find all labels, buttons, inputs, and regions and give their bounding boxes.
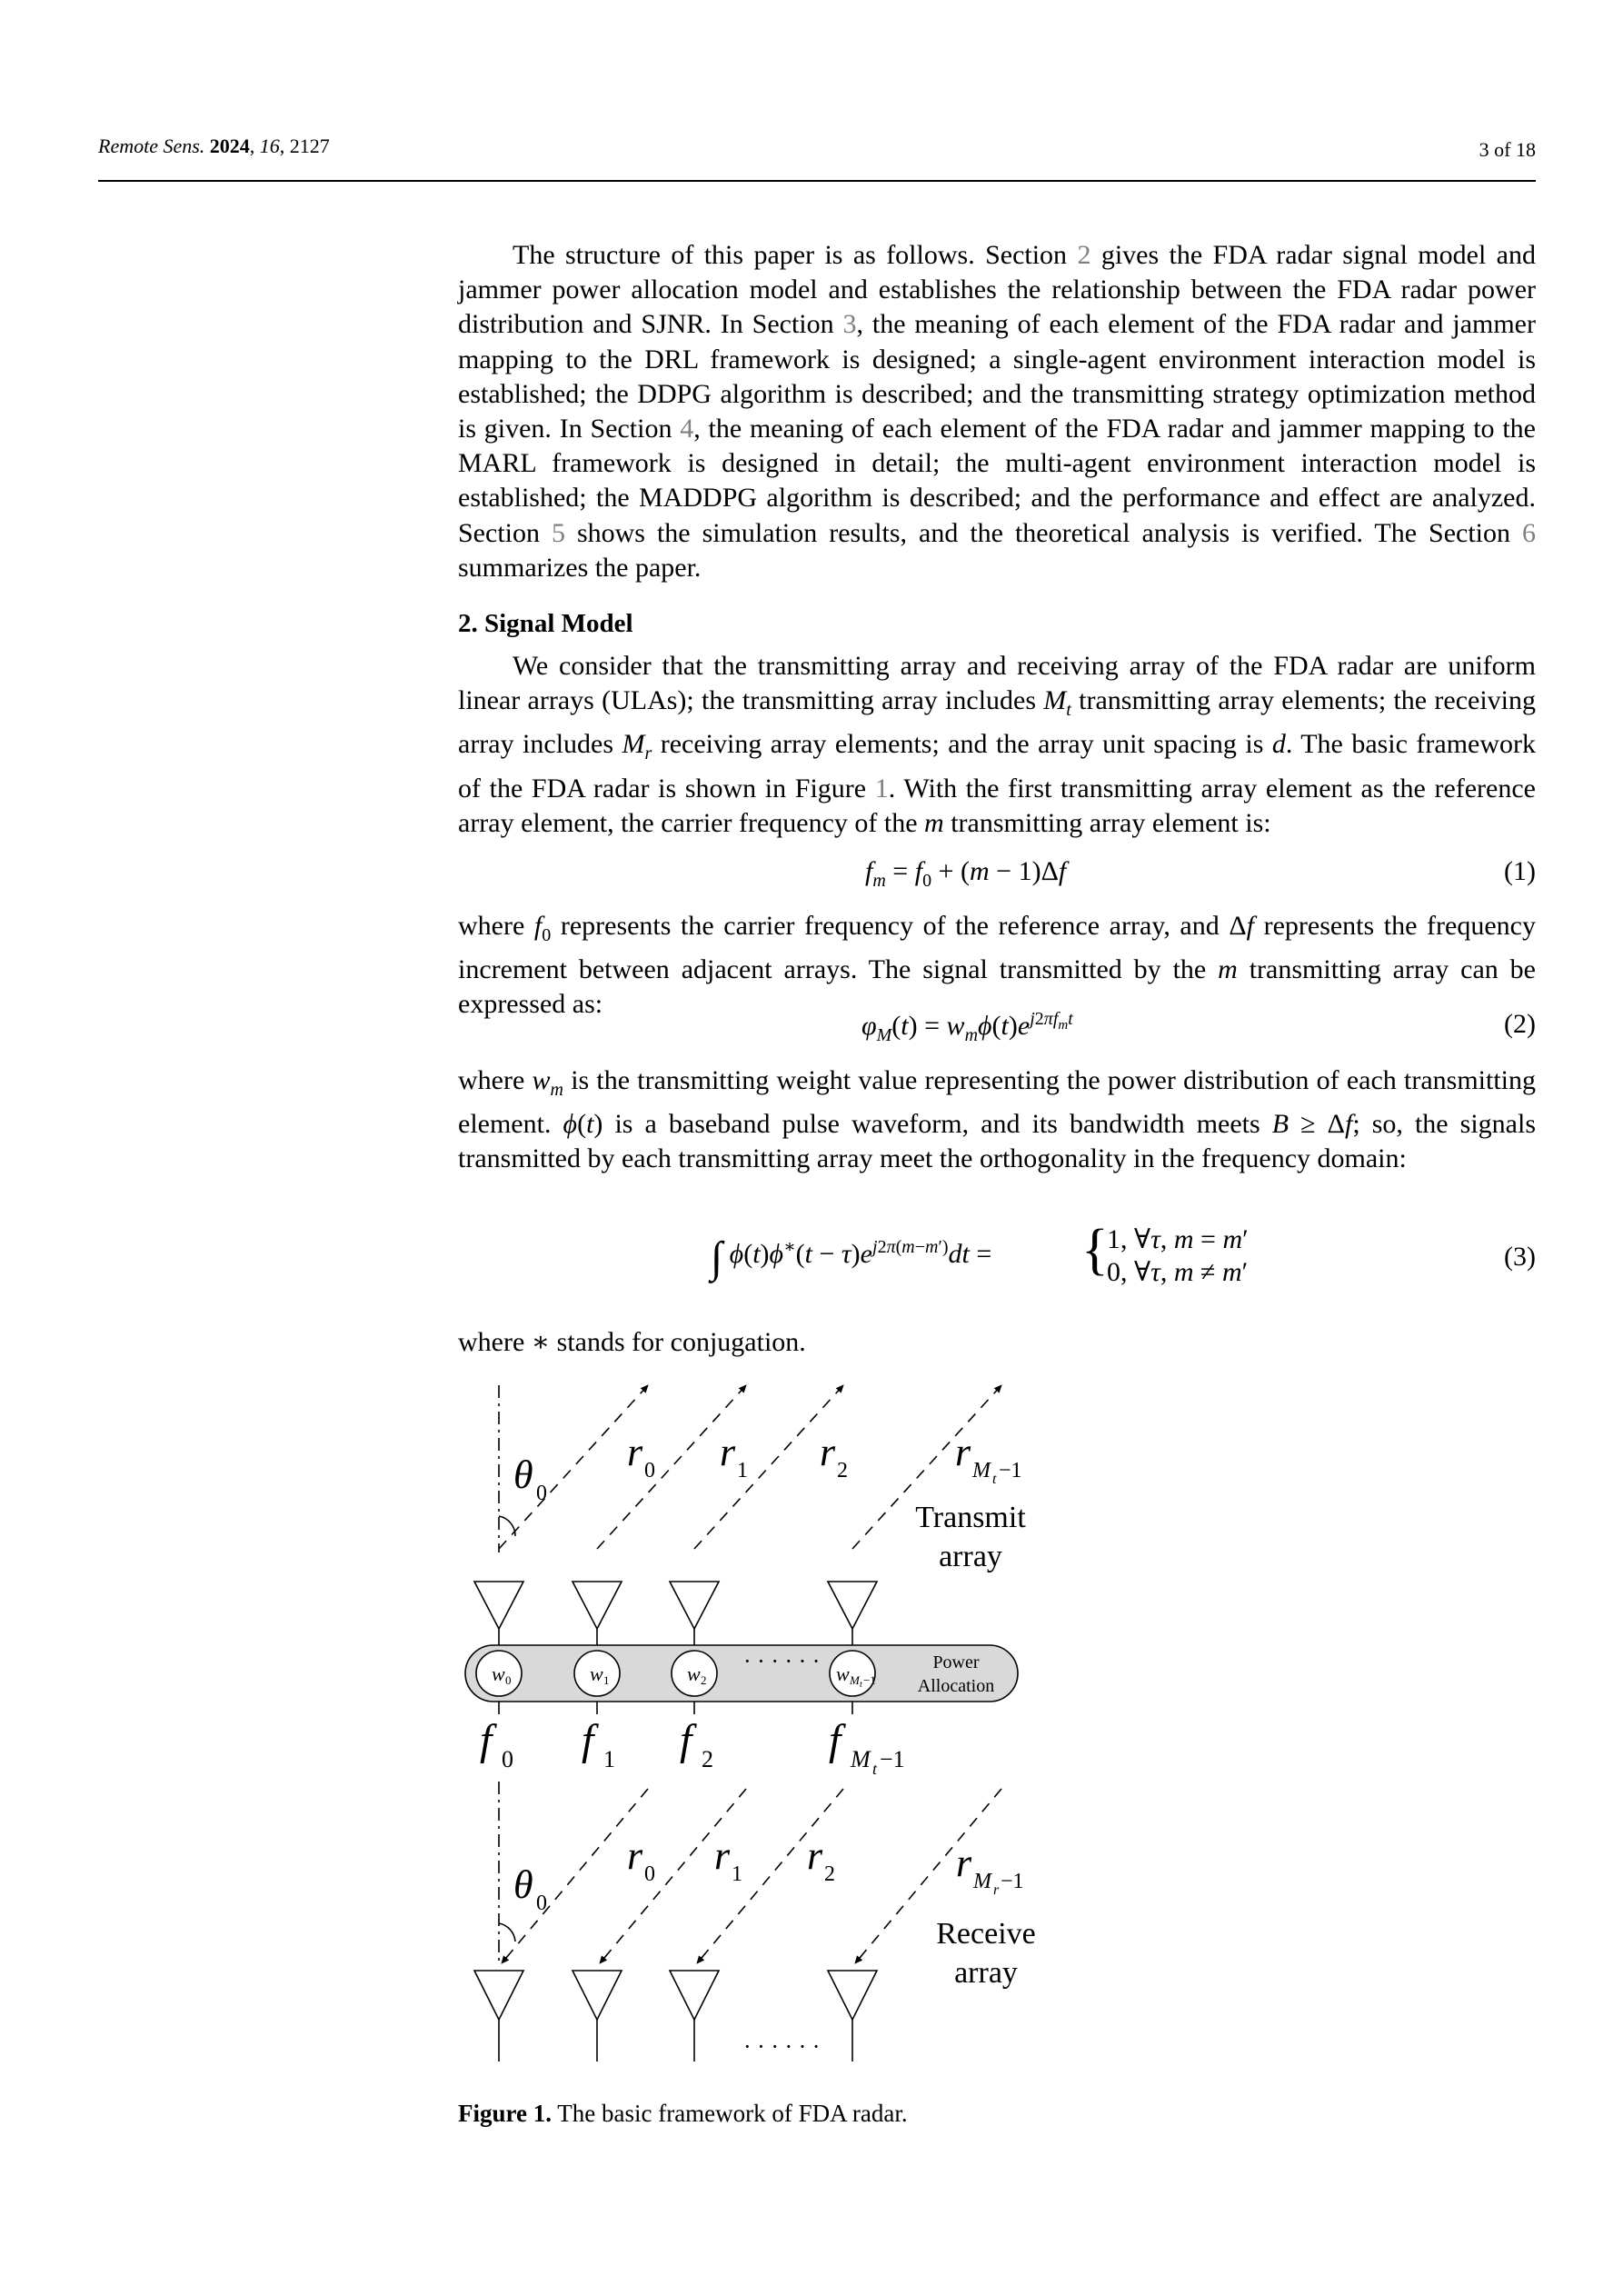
paragraph-1: We consider that the transmitting array and receiving array of the FDA radar are uniform linear arrays (ULAs); the transmitting array includes $M_t$ transmitting array elements; the receiving array includes $M_r$ receiving array elements; and the array unit spacing is d. The basic framework of the FDA radar is shown in Figure 1. With the first transmitting array element as the reference array element, the carrier frequency of the m transmitting array element is: xyxy=(458,651,1537,838)
caption-label: Figure 1. xyxy=(458,2100,552,2127)
page-number: 3 of 18 xyxy=(1479,138,1536,161)
freq-sub: M xyxy=(851,1746,871,1772)
para-text: where xyxy=(458,1065,533,1095)
para-text: ; so, the signals transmitted by each transmitting array meet the orthogonality in the frequency domain: xyxy=(458,1109,1537,1174)
freq-sub: 1 xyxy=(603,1746,615,1772)
range-sub: 0 xyxy=(644,1862,655,1886)
range-sub: t xyxy=(992,1472,997,1487)
weight-label: w xyxy=(590,1662,603,1685)
weight-label: w xyxy=(492,1662,505,1685)
paragraph-3: where $w_m$ is the transmitting weight value representing the power distribution of each transmitting element. ϕ(t) is a baseband pulse waveform, and its bandwidth meets B ≥ Δf; so, the signals transmitted by each transmitting array meet the orthogonality in the frequency domain: xyxy=(458,1065,1537,1174)
range-sub: M xyxy=(972,1459,991,1482)
weight-sub: 0 xyxy=(505,1673,512,1687)
weight-sub: M xyxy=(850,1673,860,1687)
para-text: receiving array elements; and the array unit spacing is xyxy=(652,729,1272,760)
receive-range-r1: r xyxy=(714,1833,731,1878)
para-text: We consider that the transmitting array and receiving array of the FDA radar are uniform linear arrays (ULAs); the transmitting array includes xyxy=(458,651,1536,716)
para-text: where ∗ stands for conjugation. xyxy=(458,1327,806,1357)
receive-range-rmr: r xyxy=(956,1841,972,1885)
journal-year: 2024 xyxy=(209,135,250,157)
weight-label: w xyxy=(836,1662,850,1685)
freq-sub: −1 xyxy=(880,1746,905,1772)
antenna-icon xyxy=(828,1582,877,1629)
figure-1-diagram xyxy=(454,1377,1054,2068)
freq-sub: 2 xyxy=(702,1746,713,1772)
receive-array-label: Receive xyxy=(936,1917,1036,1951)
para-text: transmitting array elements; the receiving array includes xyxy=(458,685,1536,760)
antenna-icon xyxy=(670,1971,719,2020)
paragraph-4 xyxy=(458,1325,1536,1360)
para-text: where xyxy=(458,911,534,941)
caption-text: The basic framework of FDA radar. xyxy=(552,2100,908,2127)
freq-label-f0: f xyxy=(480,1716,493,1764)
weight-sub: −1 xyxy=(863,1673,876,1687)
power-allocation-dots: · · · · · · xyxy=(743,1648,821,1674)
equation-number-2: (2) xyxy=(1504,1009,1536,1039)
figure-caption xyxy=(458,2100,908,2128)
range-sub: 1 xyxy=(732,1862,742,1886)
paragraph-2: where $f_0$ represents the carrier frequency of the reference array, and Δf represents the frequency increment between adjacent arrays. The signal transmitted by the m transmitting array can be expressed as: xyxy=(458,911,1536,1020)
section-ref-3[interactable]: 3 xyxy=(842,309,857,340)
weight-sub: t xyxy=(860,1680,862,1690)
range-sub: M xyxy=(973,1870,991,1893)
theta-subscript-bottom: 0 xyxy=(536,1892,547,1915)
equation-number-3: (3) xyxy=(1504,1242,1536,1272)
weight-sub: 1 xyxy=(603,1673,610,1687)
freq-sub: t xyxy=(872,1760,878,1778)
antenna-icon xyxy=(474,1971,523,2020)
range-label-r1: r xyxy=(720,1430,736,1474)
transmit-array-label: array xyxy=(939,1540,1002,1573)
intro-text: shows the simulation results, and the theoretical analysis is verified. The Section xyxy=(564,517,1522,548)
range-label-r2: r xyxy=(820,1430,836,1474)
antenna-icon xyxy=(474,1582,523,1629)
receive-rays xyxy=(502,1789,1001,1963)
section-ref-5[interactable]: 5 xyxy=(551,517,565,548)
para-text: represents the carrier frequency of the reference array, and Δ xyxy=(551,911,1247,941)
article-number: 2127 xyxy=(289,135,330,157)
journal-citation: Remote Sens. 2024, 16, 2127 xyxy=(98,135,330,157)
antenna-icon xyxy=(828,1971,877,2020)
intro-text: The structure of this paper is as follows. Section xyxy=(513,240,1078,270)
range-sub: r xyxy=(993,1882,1000,1898)
theta-label-bottom: θ xyxy=(513,1862,533,1907)
figure-ref-1[interactable]: 1 xyxy=(874,773,889,804)
section-ref-2[interactable]: 2 xyxy=(1077,240,1091,270)
equation-number-1: (1) xyxy=(1504,856,1536,886)
receive-range-r2: r xyxy=(807,1833,823,1878)
running-header xyxy=(98,135,1536,171)
range-sub: −1 xyxy=(1001,1870,1024,1893)
theta-arc-bottom xyxy=(499,1923,515,1942)
section-heading: 2. Signal Model xyxy=(458,609,633,638)
intro-text: summarizes the paper. xyxy=(458,552,702,583)
receive-array-dots: · · · · · · xyxy=(743,2033,821,2060)
para-text: . With the first transmitting array element as the reference array element, the carrier frequency of the xyxy=(458,773,1536,838)
range-sub: 2 xyxy=(824,1862,835,1886)
journal-name: Remote Sens. xyxy=(98,135,205,157)
power-allocation-label: Allocation xyxy=(917,1676,995,1696)
journal-volume: 16 xyxy=(259,135,280,157)
theta-label-top: θ xyxy=(513,1452,533,1497)
freq-label-fmt: f xyxy=(829,1716,841,1764)
antenna-icon xyxy=(670,1582,719,1629)
intro-text: gives the FDA radar signal model and jammer power allocation model and establishes the relationship between the FDA radar power distribution and SJNR. In Section xyxy=(458,240,1536,340)
freq-label-f1: f xyxy=(582,1716,594,1764)
receive-array-label: array xyxy=(954,1956,1018,1990)
freq-sub: 0 xyxy=(502,1746,513,1772)
header-rule xyxy=(98,180,1536,182)
freq-label-f2: f xyxy=(680,1716,692,1764)
antenna-icon xyxy=(573,1971,622,2020)
intro-paragraph xyxy=(458,238,1536,585)
para-text: represents the frequency increment between adjacent arrays. The signal transmitted by the xyxy=(458,911,1536,985)
range-label-r0: r xyxy=(627,1430,643,1474)
power-allocation-label: Power xyxy=(932,1652,980,1672)
equation-3: ∫ $\phi(t)\phi^∗(t - \tau)e^{j2\pi(m-m')}dt$ = { 1, ∀τ, m = m′ 0, ∀τ, m ≠ m′ (3) xyxy=(711,1219,1536,1287)
para-text: is a baseband pulse waveform, and its bandwidth meets xyxy=(602,1109,1272,1140)
intro-text: , the meaning of each element of the FDA radar and jammer mapping to the DRL framework is designed; a single-agent environment interaction model is established; the DDPG algorithm is described; and the transmitting strategy optimization method is given. In Section xyxy=(458,309,1536,444)
theta-subscript-top: 0 xyxy=(536,1482,547,1505)
section-ref-4[interactable]: 4 xyxy=(680,414,694,444)
transmit-array-label: Transmit xyxy=(915,1501,1026,1534)
antenna-icon xyxy=(573,1582,622,1629)
range-sub: −1 xyxy=(999,1459,1022,1482)
range-label-rmt: r xyxy=(955,1430,971,1474)
para-text: transmitting array can be expressed as: xyxy=(458,954,1536,1020)
para-text: is the transmitting weight value representing the power distribution of each transmitting element. xyxy=(458,1065,1536,1140)
para-text: transmitting array element is: xyxy=(943,807,1271,838)
range-sub: 2 xyxy=(837,1459,848,1482)
weight-label: w xyxy=(687,1662,701,1685)
intro-text: , the meaning of each element of the FDA radar and jammer mapping to the MARL framework is designed in detail; the multi-agent environment interaction model is established; the MADDPG algorithm is described; and the performance and effect are analyzed. Section xyxy=(458,414,1536,548)
weight-sub: 2 xyxy=(701,1673,707,1687)
range-sub: 0 xyxy=(644,1459,655,1482)
para-text: . The basic framework of the FDA radar is shown in Figure xyxy=(458,729,1537,804)
range-sub: 1 xyxy=(737,1459,748,1482)
section-ref-6[interactable]: 6 xyxy=(1521,517,1536,548)
receive-range-r0: r xyxy=(627,1833,643,1878)
